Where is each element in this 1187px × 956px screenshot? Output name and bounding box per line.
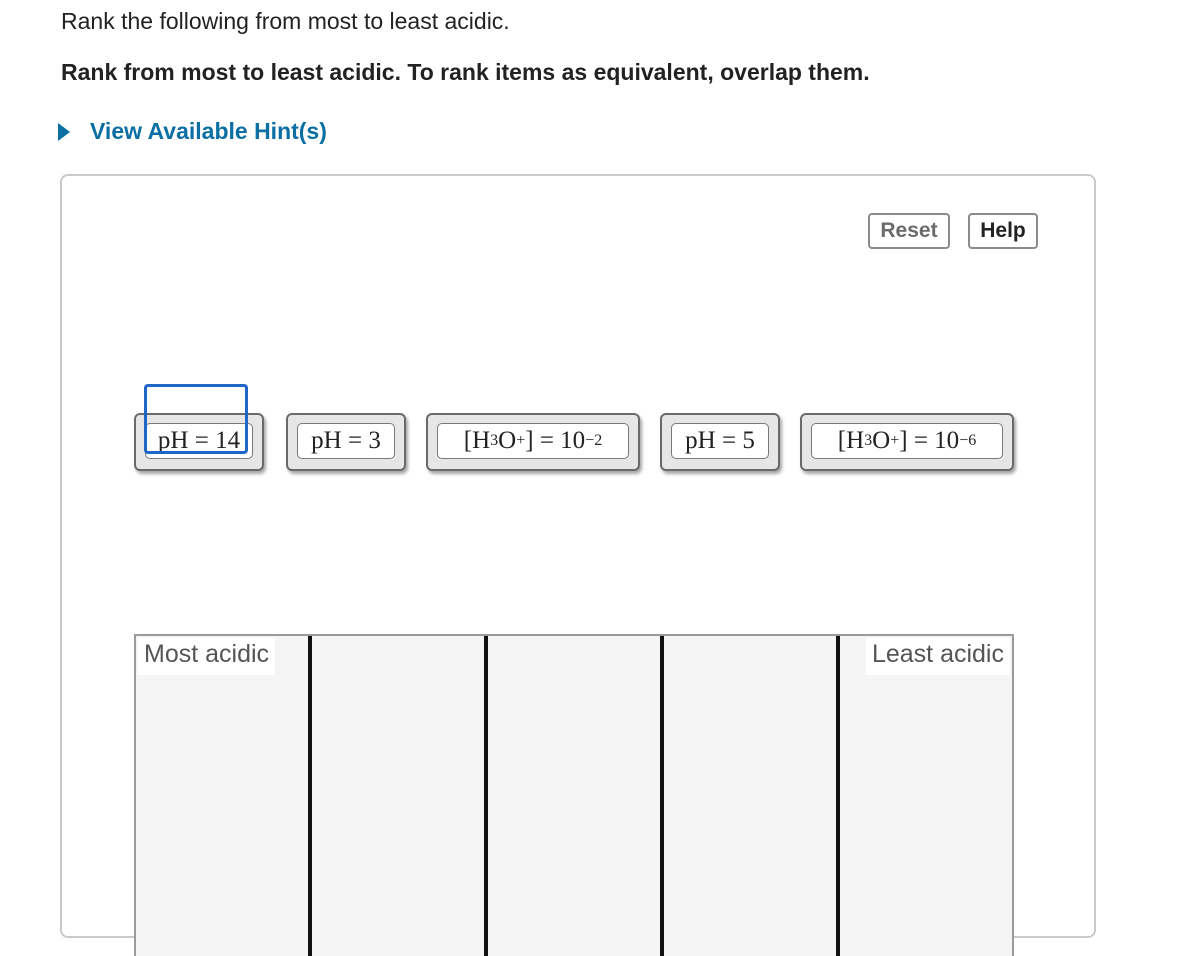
tile-ph-14[interactable] [134, 413, 264, 471]
rank-bin-4[interactable] [664, 636, 840, 956]
reset-button[interactable]: Reset [868, 213, 950, 249]
ranking-panel [60, 174, 1096, 938]
tile-ph-3[interactable] [286, 413, 406, 471]
most-acidic-label: Most acidic [138, 638, 275, 675]
rank-bin-1[interactable] [136, 636, 312, 956]
tile-ph-5[interactable] [660, 413, 780, 471]
rank-bin-5[interactable] [840, 636, 1012, 956]
question-text: Rank the following from most to least acidic. [61, 8, 510, 34]
tile-label: pH = 3 [297, 423, 395, 459]
tile-label: [H 3 O + ] = 10 −6 [811, 423, 1003, 459]
help-button[interactable]: Help [968, 213, 1038, 249]
tile-label: [H 3 O + ] = 10 −2 [437, 423, 629, 459]
view-hints-toggle[interactable] [58, 118, 327, 145]
ranking-instruction: Rank from most to least acidic. To rank items as equivalent, overlap them. [61, 59, 870, 85]
least-acidic-label: Least acidic [866, 638, 1010, 675]
rank-bin-2[interactable] [312, 636, 488, 956]
tile-label: pH = 5 [671, 423, 769, 459]
tile-hydronium-1e-6[interactable] [800, 413, 1014, 471]
expand-triangle-icon [58, 123, 70, 141]
view-hints-link[interactable]: View Available Hint(s) [90, 118, 327, 144]
tile-hydronium-1e-2[interactable] [426, 413, 640, 471]
rank-bin-3[interactable] [488, 636, 664, 956]
tile-label: pH = 14 [145, 423, 253, 459]
